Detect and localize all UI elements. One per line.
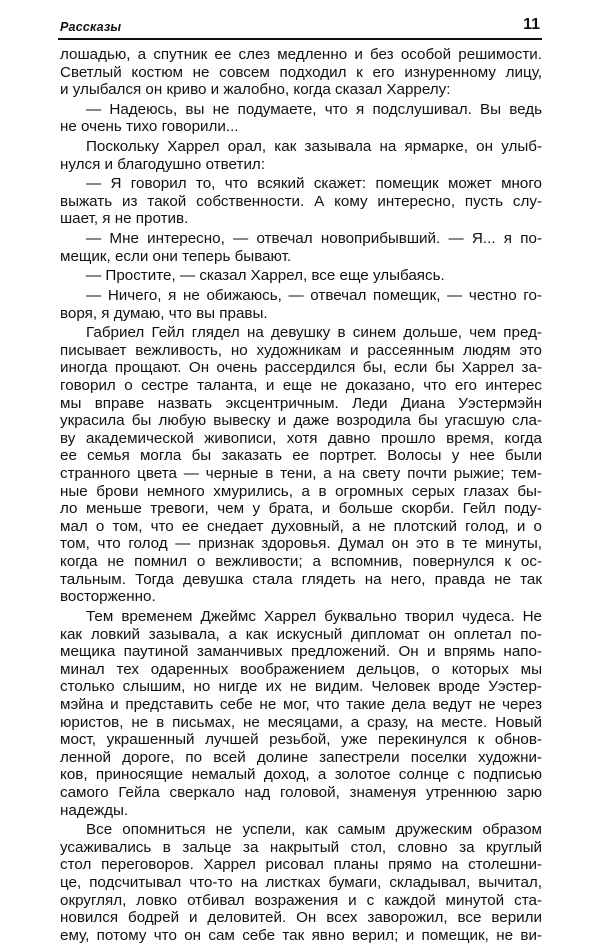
text-line: Поскольку Харрел орал, как зазывала на ярмарке, он улыб- — [86, 138, 542, 156]
text-line: надежды. — [60, 801, 129, 819]
text-line: лошадью, а спутник ее слез медленно и без особой решимости. — [60, 46, 542, 63]
text-line: самого Гейла сверкало над головой, знаменуя утреннюю зарю — [60, 783, 542, 801]
text-line: тальным. Тогда девушка стала глядеть на него, правда не так — [60, 570, 542, 588]
text-line: новился бодрей и деловитей. Он всех заворожил, все верили — [60, 909, 542, 927]
text-line: говорил о сестре таланта, и еще не доказано, что его интерес — [60, 376, 542, 394]
text-line: минал тех одаренных воображением дельцов, о которых мы — [60, 660, 542, 678]
paragraph — [60, 267, 542, 285]
paragraph — [60, 175, 542, 228]
text-line: восторженно. — [60, 588, 156, 606]
text-line: мещика паутиной заманчивых предложений. Он и впрямь напо- — [60, 643, 542, 661]
text-line: иногда прощают. Он очень рассердился бы, если бы Харрел за- — [60, 359, 542, 377]
text-line: мы вправе назвать эксцентричным. Леди Диана Уэстермэйн — [60, 394, 542, 412]
text-line: украсила бы любую вывеску и даже возродила бы угасшую сла- — [60, 412, 542, 430]
text-line: воря, я думаю, что вы правы. — [60, 304, 268, 322]
header-rule — [58, 38, 542, 40]
text-line: Габриел Гейл глядел на девушку в синем дольше, чем пред- — [86, 324, 542, 342]
text-line: мал о том, что ее снедает духовный, а не плотский голод, и о — [60, 517, 542, 535]
text-line: нулся и благодушно ответил: — [60, 155, 266, 173]
text-line: Тем временем Джеймс Харрел буквально творил чудеса. Не — [86, 607, 542, 625]
paragraph — [60, 608, 542, 819]
text-line: Светлый костюм не совсем подходил к его изнуренному лицу, — [60, 63, 542, 81]
text-line: не очень тихо говорили... — [60, 118, 239, 136]
paragraph — [60, 821, 542, 944]
text-line: ее семья могла бы заказать ее портрет. Волосы у нее были — [60, 447, 542, 465]
text-line: — Простите, — сказал Харрел, все еще улыбаясь. — [86, 267, 445, 285]
text-line: когда не помнил о вежливости; а вспомнив, повернулся к ос- — [60, 553, 542, 571]
text-line: странного цвета — черные в тени, а на свету почти рыжие; тем- — [60, 465, 542, 483]
text-line: це, подсчитывал что-то на листках бумаги, складывал, вычитал, — [60, 874, 542, 892]
text-line: юристов, не в письмах, не месяцами, а сразу, на месте. Новый — [60, 713, 542, 731]
text-line: — Я говорил то, что всякий скажет: помещик может много — [86, 175, 542, 193]
text-line: мещик, если они теперь бывают. — [60, 247, 292, 265]
text-line: мост, украшенный лучшей резьбой, уже перекинулся к обнов- — [60, 731, 542, 749]
body-text — [60, 46, 542, 946]
page-header — [58, 14, 542, 40]
text-line: ву академической живописи, хотя давно прошло время, когда — [60, 429, 542, 447]
page-number: 11 — [523, 16, 540, 33]
text-line: Все опомниться не успели, как самым дружеским образом — [86, 821, 542, 839]
paragraph — [60, 230, 542, 265]
paragraph — [60, 324, 542, 606]
running-title: Рассказы — [60, 20, 122, 34]
paragraph — [60, 287, 542, 322]
paragraph — [60, 138, 542, 173]
text-line: — Ничего, я не обижаюсь, — отвечал помещик, — честно го- — [86, 286, 542, 304]
text-line: стол переговоров. Харрел рисовал планы прямо на столешни- — [60, 856, 542, 874]
text-line: шает, я не против. — [60, 210, 189, 228]
paragraph — [60, 46, 542, 99]
text-line: том, что голод — признак здоровья. Думал он это в те минуты, — [60, 535, 542, 553]
text-line: ему, потому что он сам себе так явно верил; и помещик, не ви- — [60, 926, 542, 944]
paragraph — [60, 101, 542, 136]
text-line: выжать из такой собственности. А кому интересно, пусть слу- — [60, 192, 542, 210]
text-line: — Мне интересно, — отвечал новоприбывший. — Я... я по- — [86, 230, 542, 248]
text-line: писывает вежливость, но художникам и рассеянным людям это — [60, 341, 542, 359]
text-line: ные брови немного хмурились, а в огромных серых глазах бы- — [60, 482, 542, 500]
text-line: как ловкий зазывала, а как искусный дипломат он оплетал по- — [60, 625, 542, 643]
text-line: — Надеюсь, вы не подумаете, что я подслушивал. Вы ведь — [86, 100, 542, 118]
text-line: и улыбался он криво и жалобно, когда сказал Харрелу: — [60, 81, 451, 99]
text-line: ков, приносящие немалый доход, а золотое солнце с подписью — [60, 766, 542, 784]
text-line: усаживались в зальце за накрытый стол, словно за круглый — [60, 838, 542, 856]
text-line: ло меньше тревоги, чем у брата, и больше скорби. Гейл поду- — [60, 500, 542, 518]
text-line: ленной дороге, по всей долине запестрели поселки художни- — [60, 748, 542, 766]
text-line: округлял, ловко отбивал возражения и с каждой минутой ста- — [60, 891, 542, 909]
text-line: мэйна и представить себе не мог, что такие дела ведут не через — [60, 695, 542, 713]
text-line: столько слышим, но нигде их не видим. Человек вроде Уэстер- — [60, 678, 542, 696]
